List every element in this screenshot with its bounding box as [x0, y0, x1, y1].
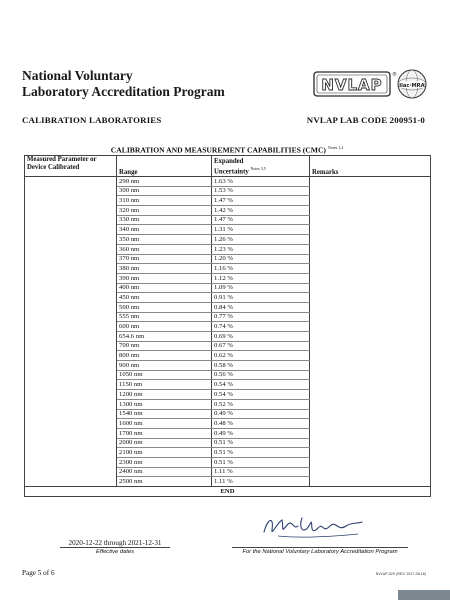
parameter-cell — [25, 244, 117, 254]
range-cell: 370 nm — [117, 254, 212, 264]
range-cell: 340 nm — [117, 225, 212, 235]
remarks-cell — [310, 215, 431, 225]
parameter-cell — [25, 419, 117, 429]
parameter-cell — [25, 428, 117, 438]
remarks-cell — [310, 177, 431, 187]
remarks-cell — [310, 196, 431, 206]
remarks-cell — [310, 332, 431, 342]
table-title — [24, 145, 430, 155]
table-row — [25, 380, 431, 390]
parameter-cell — [25, 332, 117, 342]
table-row — [25, 341, 431, 351]
remarks-cell — [310, 293, 431, 303]
uncertainty-cell: 0.54 % — [212, 390, 310, 400]
signature-rule — [232, 547, 408, 548]
program-title — [22, 68, 225, 100]
range-cell: 1300 nm — [117, 399, 212, 409]
ilac-mra-globe-icon — [398, 70, 426, 98]
uncertainty-cell: 1.11 % — [212, 477, 310, 487]
table-row — [25, 477, 431, 487]
table-header-row — [25, 156, 431, 177]
range-cell: 310 nm — [117, 196, 212, 206]
uncertainty-cell: 0.56 % — [212, 370, 310, 380]
uncertainty-cell: 0.51 % — [212, 448, 310, 458]
table-row — [25, 196, 431, 206]
parameter-cell — [25, 206, 117, 216]
remarks-cell — [310, 341, 431, 351]
parameter-cell — [25, 380, 117, 390]
range-cell: 654.6 nm — [117, 332, 212, 342]
uncertainty-cell: 0.62 % — [212, 351, 310, 361]
parameter-cell — [25, 254, 117, 264]
parameter-cell — [25, 186, 117, 196]
page-number: Page 5 of 6 — [22, 569, 55, 577]
remarks-cell — [310, 302, 431, 312]
table-end-row — [25, 487, 431, 497]
uncertainty-cell: 0.48 % — [212, 419, 310, 429]
uncertainty-cell: 0.52 % — [212, 399, 310, 409]
uncertainty-cell: 1.23 % — [212, 244, 310, 254]
remarks-cell — [310, 399, 431, 409]
remarks-cell — [310, 244, 431, 254]
table-end-label: END — [25, 487, 431, 497]
remarks-cell — [310, 264, 431, 274]
table-title-text: CALIBRATION AND MEASUREMENT CAPABILITIES (CMC) — [110, 145, 326, 155]
parameter-cell — [25, 399, 117, 409]
signature-caption: For the National Voluntary Laboratory Accreditation Program — [242, 549, 398, 555]
uncertainty-cell: 0.54 % — [212, 380, 310, 390]
remarks-cell — [310, 448, 431, 458]
table-row — [25, 409, 431, 419]
remarks-cell — [310, 273, 431, 283]
table-title-notes: Notes 1,2 — [327, 145, 344, 150]
effective-dates-caption: Effective dates — [95, 549, 135, 555]
table-row — [25, 399, 431, 409]
uncertainty-cell: 0.84 % — [212, 302, 310, 312]
table-row — [25, 244, 431, 254]
signature-icon — [258, 510, 370, 542]
parameter-cell — [25, 293, 117, 303]
range-cell: 2000 nm — [117, 438, 212, 448]
range-cell: 1540 nm — [117, 409, 212, 419]
remarks-cell — [310, 477, 431, 487]
remarks-cell — [310, 254, 431, 264]
range-cell: 380 nm — [117, 264, 212, 274]
remarks-cell — [310, 351, 431, 361]
table-row — [25, 186, 431, 196]
header-remarks: Remarks — [310, 156, 431, 177]
range-cell: 700 nm — [117, 341, 212, 351]
table-row — [25, 235, 431, 245]
remarks-cell — [310, 322, 431, 332]
remarks-cell — [310, 206, 431, 216]
header-measured-parameter: Measured Parameter or Device Calibrated — [25, 156, 117, 177]
parameter-cell — [25, 438, 117, 448]
uncertainty-cell: 1.26 % — [212, 235, 310, 245]
table-row — [25, 351, 431, 361]
range-cell: 450 nm — [117, 293, 212, 303]
uncertainty-cell: 1.09 % — [212, 283, 310, 293]
range-cell: 1600 nm — [117, 419, 212, 429]
table-row — [25, 293, 431, 303]
range-cell: 2500 nm — [117, 477, 212, 487]
remarks-cell — [310, 361, 431, 371]
uncertainty-cell: 1.42 % — [212, 206, 310, 216]
range-cell: 1700 nm — [117, 428, 212, 438]
parameter-cell — [25, 448, 117, 458]
parameter-cell — [25, 370, 117, 380]
uncertainty-cell: 0.74 % — [212, 322, 310, 332]
range-cell: 1050 nm — [117, 370, 212, 380]
range-cell: 900 nm — [117, 361, 212, 371]
range-cell: 555 nm — [117, 312, 212, 322]
table-row — [25, 215, 431, 225]
table-row — [25, 428, 431, 438]
header-range: Range — [117, 156, 212, 177]
header-uncertainty: Expanded Uncertainty $^{Notes 3,5}$ — [212, 156, 310, 177]
remarks-cell — [310, 283, 431, 293]
remarks-cell — [310, 380, 431, 390]
range-cell: 1200 nm — [117, 390, 212, 400]
parameter-cell — [25, 467, 117, 477]
table-row — [25, 361, 431, 371]
parameter-cell — [25, 283, 117, 293]
parameter-cell — [25, 235, 117, 245]
parameter-cell — [25, 361, 117, 371]
remarks-cell — [310, 457, 431, 467]
parameter-cell — [25, 341, 117, 351]
range-cell: 360 nm — [117, 244, 212, 254]
table-row — [25, 370, 431, 380]
table-row — [25, 322, 431, 332]
table-row — [25, 177, 431, 187]
uncertainty-cell: 0.67 % — [212, 341, 310, 351]
uncertainty-cell: 0.49 % — [212, 428, 310, 438]
remarks-cell — [310, 419, 431, 429]
uncertainty-cell: 0.49 % — [212, 409, 310, 419]
lab-code: NVLAP LAB CODE 200951-0 — [306, 115, 425, 125]
remarks-cell — [310, 428, 431, 438]
range-cell: 1150 nm — [117, 380, 212, 390]
uncertainty-cell: 0.58 % — [212, 361, 310, 371]
range-cell: 350 nm — [117, 235, 212, 245]
table-row — [25, 254, 431, 264]
table-row — [25, 273, 431, 283]
ilac-mra-text: ilac·MRA — [399, 83, 425, 89]
effective-dates-value: 2020-12-22 through 2021-12-31 — [68, 539, 162, 547]
table-row — [25, 438, 431, 448]
range-cell: 330 nm — [117, 215, 212, 225]
uncertainty-cell: 1.53 % — [212, 186, 310, 196]
parameter-cell — [25, 225, 117, 235]
range-cell: 2100 nm — [117, 448, 212, 458]
program-title-line2: Laboratory Accreditation Program — [22, 84, 225, 99]
parameter-cell — [25, 351, 117, 361]
uncertainty-cell: 0.91 % — [212, 293, 310, 303]
cmc-table — [24, 155, 431, 497]
uncertainty-cell: 1.47 % — [212, 196, 310, 206]
table-row — [25, 283, 431, 293]
uncertainty-cell: 0.77 % — [212, 312, 310, 322]
table-row — [25, 206, 431, 216]
range-cell: 300 nm — [117, 186, 212, 196]
range-cell: 2300 nm — [117, 457, 212, 467]
registered-mark: ® — [392, 72, 397, 78]
uncertainty-cell: 1.11 % — [212, 467, 310, 477]
nvlap-logo-text: NVLAP — [321, 76, 383, 94]
parameter-cell — [25, 177, 117, 187]
parameter-cell — [25, 302, 117, 312]
range-cell: 600 nm — [117, 322, 212, 332]
remarks-cell — [310, 312, 431, 322]
parameter-cell — [25, 409, 117, 419]
parameter-cell — [25, 322, 117, 332]
uncertainty-cell: 0.69 % — [212, 332, 310, 342]
uncertainty-cell: 1.63 % — [212, 177, 310, 187]
uncertainty-cell: 0.51 % — [212, 438, 310, 448]
section-heading: CALIBRATION LABORATORIES — [22, 115, 162, 125]
nvlap-logo-icon — [312, 66, 430, 102]
range-cell: 2400 nm — [117, 467, 212, 477]
table-row — [25, 225, 431, 235]
parameter-cell — [25, 390, 117, 400]
table-row — [25, 457, 431, 467]
parameter-cell — [25, 457, 117, 467]
table-body — [25, 177, 431, 497]
table-row — [25, 264, 431, 274]
table-row — [25, 312, 431, 322]
uncertainty-cell: 1.47 % — [212, 215, 310, 225]
remarks-cell — [310, 467, 431, 477]
table-row — [25, 448, 431, 458]
uncertainty-cell: 1.20 % — [212, 254, 310, 264]
parameter-cell — [25, 196, 117, 206]
range-cell: 390 nm — [117, 273, 212, 283]
parameter-cell — [25, 312, 117, 322]
remarks-cell — [310, 390, 431, 400]
dates-rule — [60, 547, 170, 548]
range-cell: 800 nm — [117, 351, 212, 361]
table-row — [25, 390, 431, 400]
uncertainty-cell: 1.31 % — [212, 225, 310, 235]
parameter-cell — [25, 264, 117, 274]
range-cell: 290 nm — [117, 177, 212, 187]
range-cell: 320 nm — [117, 206, 212, 216]
table-row — [25, 332, 431, 342]
parameter-cell — [25, 273, 117, 283]
range-cell: 500 nm — [117, 302, 212, 312]
remarks-cell — [310, 438, 431, 448]
remarks-cell — [310, 225, 431, 235]
uncertainty-cell: 1.16 % — [212, 264, 310, 274]
parameter-cell — [25, 215, 117, 225]
parameter-cell — [25, 477, 117, 487]
program-title-line1: National Voluntary — [22, 68, 133, 83]
remarks-cell — [310, 186, 431, 196]
remarks-cell — [310, 370, 431, 380]
table-row — [25, 302, 431, 312]
uncertainty-cell: 1.12 % — [212, 273, 310, 283]
form-id: NVLAP-02S (REV. 2017-08-16) — [375, 572, 426, 576]
scan-edge-bar — [398, 590, 450, 600]
table-row — [25, 419, 431, 429]
remarks-cell — [310, 235, 431, 245]
table-row — [25, 467, 431, 477]
uncertainty-cell: 0.51 % — [212, 457, 310, 467]
remarks-cell — [310, 409, 431, 419]
range-cell: 400 nm — [117, 283, 212, 293]
